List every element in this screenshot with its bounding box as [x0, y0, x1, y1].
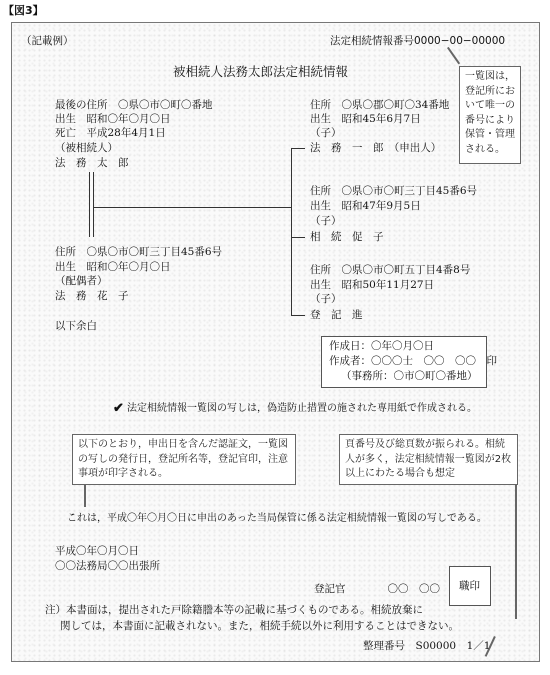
child-address: 住所 〇県〇市〇町五丁目4番8号 [310, 264, 471, 276]
callout-certificate: 以下のとおり，申出日を含んだ認証文，一覧図の写しの発行日，登記所名等，登記官印，注意事項が印字される。 [72, 434, 296, 485]
child-role: （子） [310, 127, 342, 139]
marriage-line-right [93, 172, 94, 237]
child-birth: 出生 昭和50年11月27日 [310, 279, 435, 291]
official-seal: 職印 [459, 580, 480, 592]
child-branch [291, 237, 305, 238]
creation-office: （事務所：〇市〇町〇番地） [341, 370, 478, 382]
spouse-address: 住所 〇県〇市〇町三丁目45番6号 [55, 246, 223, 258]
note-line-1: 注）本書面は，提出された戸除籍謄本等の記載に基づくものである。相続放棄に [45, 604, 423, 616]
child-role: （子） [310, 215, 342, 227]
decedent-address: 最後の住所 〇県〇市〇町〇番地 [55, 99, 213, 111]
figure-label: 【図3】 [3, 4, 44, 17]
note-line-2: 関しては，本書面に記載されない。また，相続手続以外に利用することはできない。 [60, 620, 459, 632]
check-icon: ✔ [113, 401, 124, 416]
child-address: 住所 〇県〇郡〇町〇34番地 [310, 99, 450, 111]
spouse-name: 法 務 花 子 [55, 290, 129, 302]
spouse-birth: 出生 昭和〇年〇月〇日 [55, 261, 171, 273]
issue-date: 平成〇年〇月〇日 [55, 545, 139, 557]
certificate-number: 法定相続情報番号0000−00−00000 [330, 35, 506, 47]
remaining-blank: 以下余白 [55, 320, 97, 332]
decedent-birth: 出生 昭和〇年〇月〇日 [55, 113, 171, 125]
child-birth: 出生 昭和47年9月5日 [310, 200, 421, 212]
certification-text: これは，平成〇年〇月〇日に申出のあった当局保管に係る法定相続情報一覧図の写しである。 [67, 513, 487, 524]
creation-date: 作成日：〇年〇月〇日 [329, 340, 434, 352]
registry-office: 〇〇法務局〇〇出張所 [55, 560, 160, 572]
marriage-line-left [89, 172, 90, 237]
child-name: 登 記 進 [310, 309, 363, 321]
child-branch [291, 148, 305, 149]
child-birth: 出生 昭和45年6月7日 [310, 113, 421, 125]
paper-note: 法定相続情報一覧図の写しは，偽造防止措置の施された専用紙で作成される。 [127, 403, 477, 414]
child-branch [291, 315, 305, 316]
family-connector [94, 207, 292, 208]
child-name: 相 続 促 子 [310, 231, 384, 243]
example-label: （記載例） [21, 35, 74, 47]
child-address: 住所 〇県〇市〇町三丁目45番6号 [310, 185, 478, 197]
child-role: （子） [310, 293, 342, 305]
callout-leader-line [84, 485, 86, 507]
children-bracket [291, 148, 292, 316]
callout-page: 頁番号及び総頁数が振られる。相続人が多く，法定相続情報一覧図が2枚以上にわたる場合も想定 [339, 434, 518, 485]
document-title: 被相続人法務太郎法定相続情報 [173, 64, 349, 79]
child-name: 法 務 一 郎 （申出人） [310, 142, 442, 154]
callout-leader-line [515, 485, 517, 619]
decedent-death: 死亡 平成28年4月1日 [55, 127, 166, 139]
creation-author: 作成者：〇〇〇士 〇〇 〇〇 印 [329, 355, 497, 367]
serial-number: 整理番号 S00000 1／1 [363, 640, 491, 652]
decedent-role: （被相続人） [55, 142, 118, 154]
callout-number: 一覧図は，登記所において唯一の番号により保管・管理される。 [459, 66, 521, 164]
decedent-name: 法 務 太 郎 [55, 157, 129, 169]
registrar: 登記官 〇〇 〇〇 [314, 583, 440, 595]
spouse-role: （配偶者） [55, 275, 108, 287]
